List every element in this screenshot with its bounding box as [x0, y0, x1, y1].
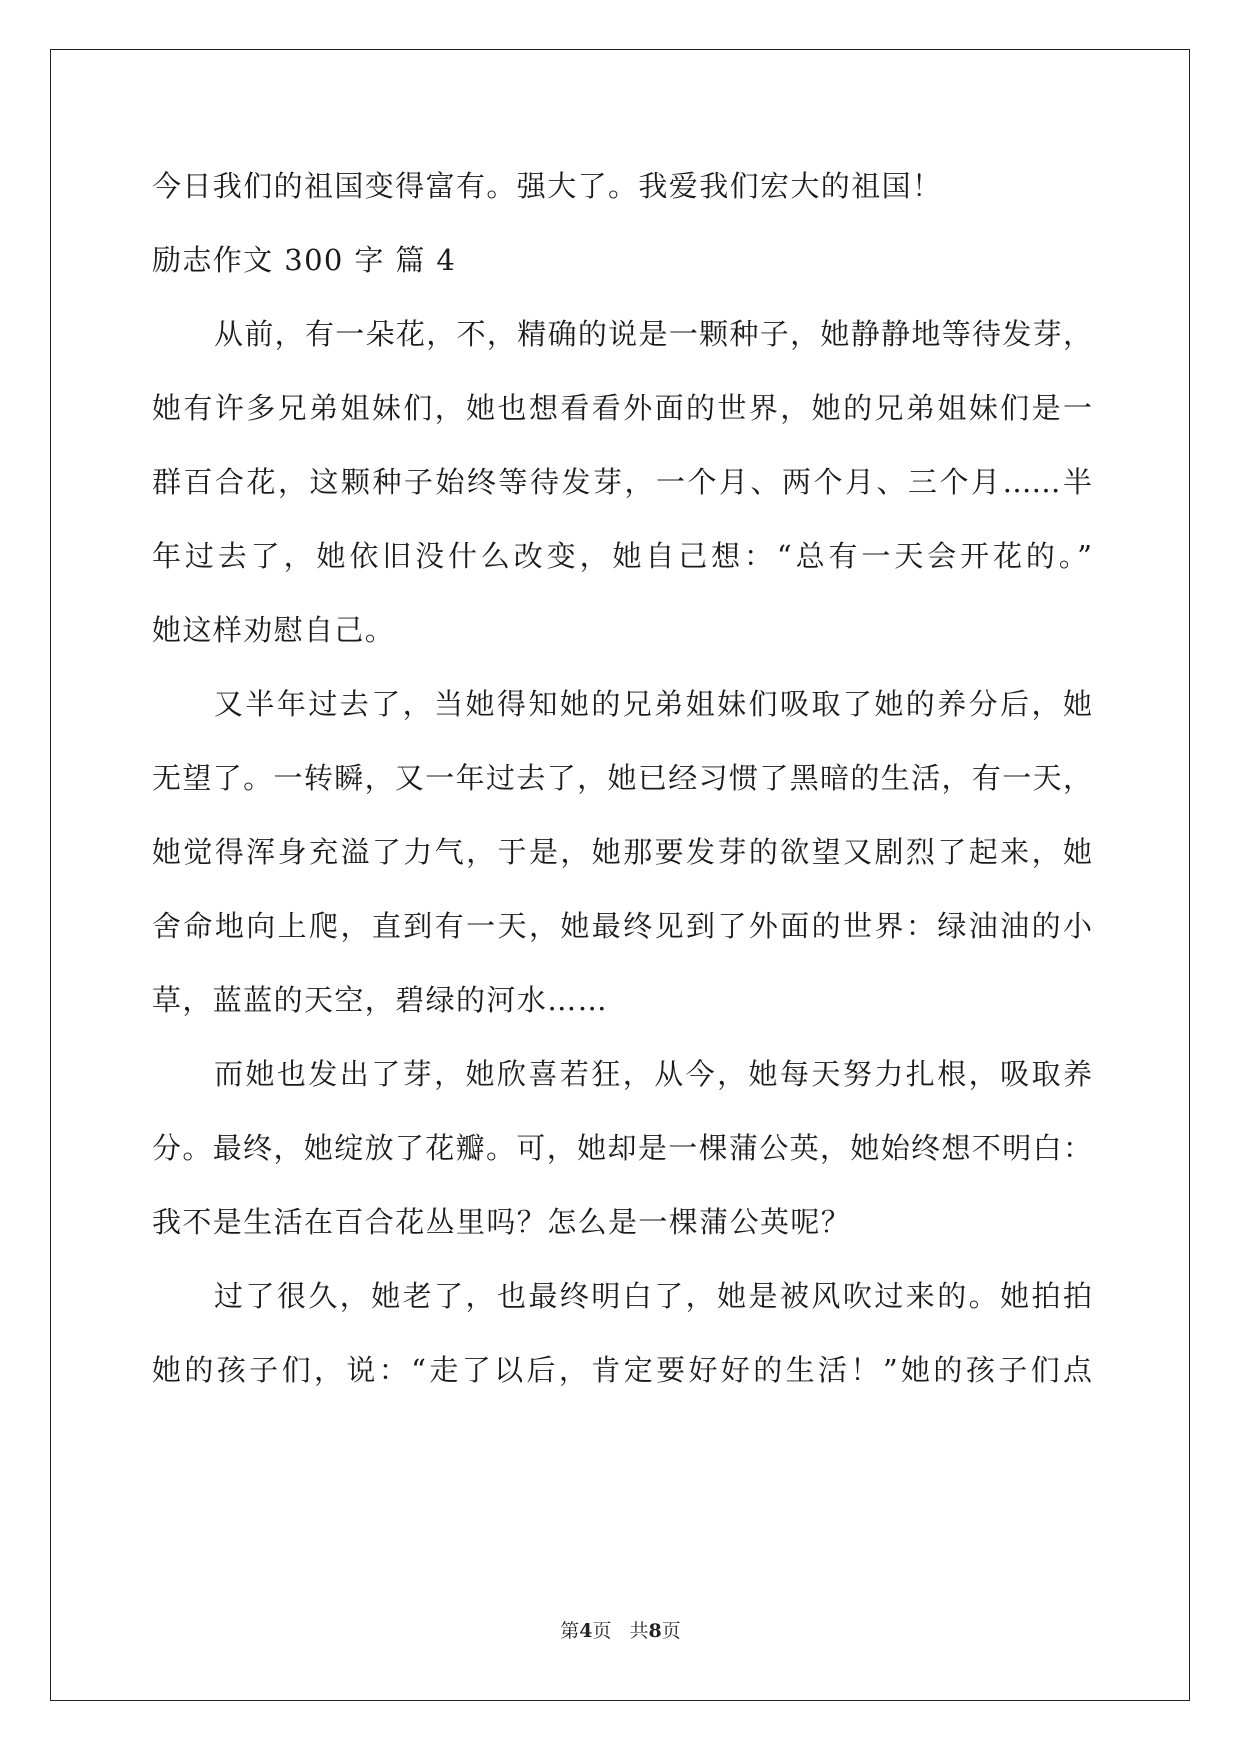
paragraph-line: 无望了。一转瞬，又一年过去了，她已经习惯了黑暗的生活，有一天， [152, 761, 1092, 795]
page-number: 4 [579, 1620, 593, 1642]
paragraph-line: 她有许多兄弟姐妹们，她也想看看外面的世界，她的兄弟姐妹们是一 [152, 391, 1092, 425]
page-suffix: 页 [592, 1620, 612, 1642]
paragraph-line: 而她也发出了芽，她欣喜若狂，从今，她每天努力扎根，吸取养 [214, 1057, 1092, 1091]
total-suffix: 页 [661, 1620, 681, 1642]
paragraph-line: 我不是生活在百合花丛里吗？怎么是一棵蒲公英呢？ [152, 1205, 852, 1239]
page-border [50, 49, 1190, 1701]
paragraph-line: 过了很久，她老了，也最终明白了，她是被风吹过来的。她拍拍 [214, 1279, 1092, 1313]
paragraph-line: 从前，有一朵花，不，精确的说是一颗种子，她静静地等待发芽， [214, 317, 1092, 351]
paragraph-line: 又半年过去了，当她得知她的兄弟姐妹们吸取了她的养分后，她 [214, 687, 1092, 721]
page-footer [0, 1619, 1241, 1643]
paragraph-line: 群百合花，这颗种子始终等待发芽，一个月、两个月、三个月……半 [152, 465, 1092, 499]
paragraph-line: 草，蓝蓝的天空，碧绿的河水…… [152, 983, 609, 1017]
paragraph-line: 她觉得浑身充溢了力气，于是，她那要发芽的欲望又剧烈了起来，她 [152, 835, 1092, 869]
paragraph-line: 年过去了，她依旧没什么改变，她自己想：“总有一天会开花的。” [152, 539, 1092, 573]
paragraph-line: 分。最终，她绽放了花瓣。可，她却是一棵蒲公英，她始终想不明白： [152, 1131, 1092, 1165]
total-pages: 8 [648, 1620, 662, 1642]
paragraph-line: 她这样劝慰自己。 [152, 613, 396, 647]
paragraph-line: 她的孩子们，说：“走了以后，肯定要好好的生活！”她的孩子们点 [152, 1353, 1092, 1387]
section-heading: 励志作文 300 字 篇 4 [152, 243, 457, 277]
text-line: 今日我们的祖国变得富有。强大了。我爱我们宏大的祖国！ [152, 169, 943, 203]
paragraph-line: 舍命地向上爬，直到有一天，她最终见到了外面的世界：绿油油的小 [152, 909, 1092, 943]
total-prefix: 共 [629, 1620, 649, 1642]
page-prefix: 第 [560, 1620, 580, 1642]
